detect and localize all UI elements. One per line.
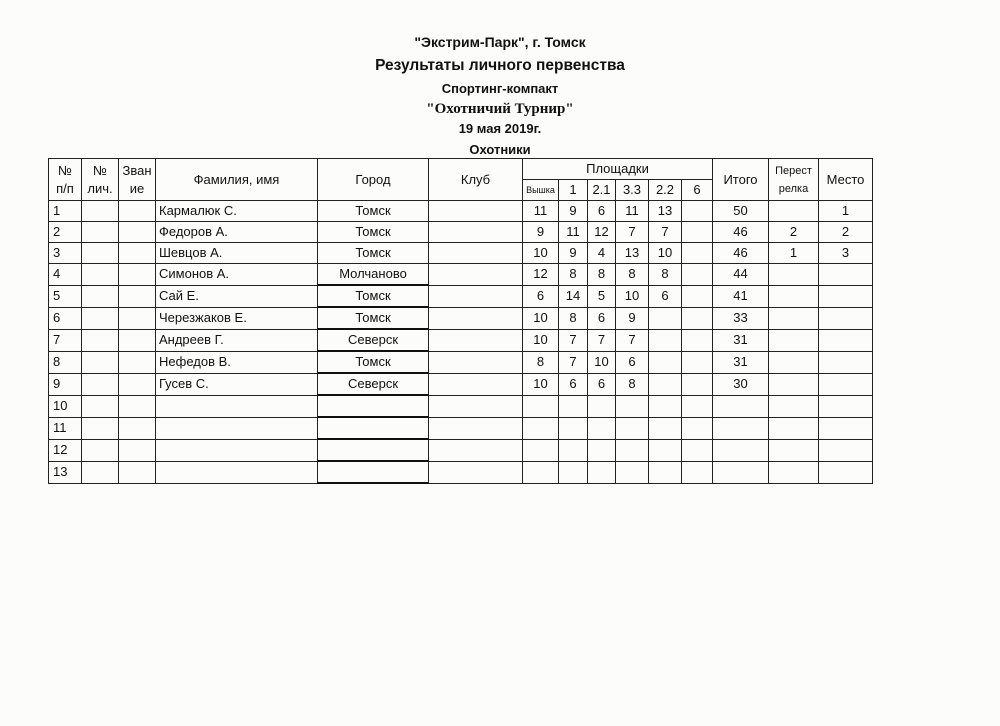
cell-club (429, 373, 523, 395)
cell-score-2-1 (588, 417, 616, 439)
cell-license (82, 264, 119, 286)
cell-place (819, 461, 873, 483)
cell-name: Сай Е. (156, 285, 318, 307)
cell-name: Симонов А. (156, 264, 318, 286)
cell-score-2-2 (649, 439, 682, 461)
cell-score-2-1 (588, 439, 616, 461)
cell-score-6 (682, 285, 713, 307)
cell-score-1: 7 (559, 351, 588, 373)
cell-city (318, 417, 429, 439)
cell-number: 13 (49, 461, 82, 483)
cell-city (318, 395, 429, 417)
organizer-title: "Экстрим-Парк", г. Томск (414, 34, 586, 50)
cell-shootoff (769, 439, 819, 461)
cell-number: 2 (49, 222, 82, 243)
document-title: Результаты личного первенства (375, 57, 625, 74)
cell-license (82, 417, 119, 439)
cell-city (318, 461, 429, 483)
cell-shootoff (769, 373, 819, 395)
cell-rank (119, 307, 156, 329)
cell-score-2-2: 10 (649, 243, 682, 264)
cell-score-tower: 8 (523, 351, 559, 373)
cell-license (82, 285, 119, 307)
cell-total: 30 (713, 373, 769, 395)
col-platform-6: 6 (682, 180, 713, 201)
cell-name (156, 395, 318, 417)
cell-place: 2 (819, 222, 873, 243)
cell-shootoff: 2 (769, 222, 819, 243)
cell-number: 6 (49, 307, 82, 329)
cell-score-2-2: 8 (649, 264, 682, 286)
cell-number: 9 (49, 373, 82, 395)
cell-license (82, 243, 119, 264)
cell-rank (119, 395, 156, 417)
category-label: Охотники (469, 142, 531, 157)
cell-total: 44 (713, 264, 769, 286)
cell-score-6 (682, 439, 713, 461)
col-total-header: Итого (713, 159, 769, 201)
cell-rank (119, 285, 156, 307)
cell-rank (119, 222, 156, 243)
cell-club (429, 285, 523, 307)
cell-score-2-2 (649, 395, 682, 417)
cell-score-tower: 10 (523, 329, 559, 351)
cell-club (429, 439, 523, 461)
cell-score-2-1: 8 (588, 264, 616, 286)
cell-score-tower (523, 417, 559, 439)
cell-license (82, 307, 119, 329)
cell-total: 46 (713, 243, 769, 264)
cell-place (819, 417, 873, 439)
cell-score-6 (682, 329, 713, 351)
table-row (49, 285, 873, 307)
cell-score-6 (682, 417, 713, 439)
table-row (49, 351, 873, 373)
cell-rank (119, 417, 156, 439)
cell-place (819, 395, 873, 417)
cell-score-2-1: 10 (588, 351, 616, 373)
cell-rank (119, 329, 156, 351)
cell-name: Гусев С. (156, 373, 318, 395)
cell-score-2-2 (649, 373, 682, 395)
cell-name: Черезжаков Е. (156, 307, 318, 329)
col-number-header: № п/п (49, 159, 82, 201)
cell-score-1: 9 (559, 201, 588, 222)
cell-city: Томск (318, 351, 429, 373)
cell-name (156, 461, 318, 483)
cell-score-3-3: 6 (616, 351, 649, 373)
cell-score-3-3: 11 (616, 201, 649, 222)
cell-score-3-3: 7 (616, 222, 649, 243)
cell-score-3-3 (616, 439, 649, 461)
table-row (49, 243, 873, 264)
cell-score-tower: 10 (523, 243, 559, 264)
cell-club (429, 243, 523, 264)
table-row (49, 329, 873, 351)
cell-total: 33 (713, 307, 769, 329)
cell-shootoff (769, 201, 819, 222)
cell-total: 31 (713, 329, 769, 351)
cell-city: Томск (318, 307, 429, 329)
table-row (49, 222, 873, 243)
cell-score-1: 8 (559, 264, 588, 286)
cell-shootoff (769, 417, 819, 439)
cell-score-1: 8 (559, 307, 588, 329)
cell-city: Молчаново (318, 264, 429, 286)
cell-score-6 (682, 222, 713, 243)
cell-total (713, 417, 769, 439)
cell-number: 1 (49, 201, 82, 222)
cell-score-1: 14 (559, 285, 588, 307)
cell-city: Томск (318, 201, 429, 222)
cell-score-1: 7 (559, 329, 588, 351)
table-row (49, 395, 873, 417)
cell-license (82, 222, 119, 243)
cell-place (819, 351, 873, 373)
cell-place: 1 (819, 201, 873, 222)
cell-score-1: 11 (559, 222, 588, 243)
cell-rank (119, 264, 156, 286)
cell-score-tower: 11 (523, 201, 559, 222)
cell-total: 46 (713, 222, 769, 243)
cell-score-2-2 (649, 329, 682, 351)
cell-name: Кармалюк С. (156, 201, 318, 222)
cell-score-6 (682, 307, 713, 329)
cell-place (819, 329, 873, 351)
cell-score-tower: 6 (523, 285, 559, 307)
cell-total: 41 (713, 285, 769, 307)
cell-shootoff: 1 (769, 243, 819, 264)
cell-score-2-2: 13 (649, 201, 682, 222)
cell-score-3-3 (616, 461, 649, 483)
cell-score-tower: 9 (523, 222, 559, 243)
cell-club (429, 201, 523, 222)
col-shootoff-header: Перест релка (769, 159, 819, 201)
cell-score-1 (559, 439, 588, 461)
cell-license (82, 201, 119, 222)
col-rank-header: Зван ие (119, 159, 156, 201)
cell-number: 3 (49, 243, 82, 264)
cell-name (156, 417, 318, 439)
cell-shootoff (769, 307, 819, 329)
cell-number: 10 (49, 395, 82, 417)
table-row (49, 439, 873, 461)
cell-number: 8 (49, 351, 82, 373)
cell-score-2-2: 7 (649, 222, 682, 243)
cell-score-tower (523, 439, 559, 461)
cell-score-6 (682, 395, 713, 417)
cell-city: Северск (318, 373, 429, 395)
cell-score-2-1: 12 (588, 222, 616, 243)
col-name-header: Фамилия, имя (156, 159, 318, 201)
cell-score-3-3 (616, 417, 649, 439)
col-platform-1: 1 (559, 180, 588, 201)
cell-score-6 (682, 243, 713, 264)
cell-score-2-1: 7 (588, 329, 616, 351)
cell-name (156, 439, 318, 461)
cell-city: Томск (318, 285, 429, 307)
cell-score-3-3: 13 (616, 243, 649, 264)
col-club-header: Клуб (429, 159, 523, 201)
col-platform-tower: Вышка (523, 180, 559, 201)
col-license-header: № лич. (82, 159, 119, 201)
cell-rank (119, 243, 156, 264)
cell-score-2-2: 6 (649, 285, 682, 307)
cell-shootoff (769, 264, 819, 286)
cell-score-2-2 (649, 461, 682, 483)
cell-rank (119, 439, 156, 461)
results-table (48, 158, 873, 484)
cell-club (429, 329, 523, 351)
cell-name: Федоров А. (156, 222, 318, 243)
cell-score-tower (523, 395, 559, 417)
cell-score-2-1: 4 (588, 243, 616, 264)
table-row (49, 417, 873, 439)
tournament-name: "Охотничий Турнир" (426, 101, 574, 117)
cell-city: Томск (318, 243, 429, 264)
cell-score-6 (682, 461, 713, 483)
cell-total (713, 439, 769, 461)
cell-place (819, 439, 873, 461)
cell-number: 12 (49, 439, 82, 461)
cell-score-2-1: 6 (588, 201, 616, 222)
cell-total (713, 461, 769, 483)
cell-number: 11 (49, 417, 82, 439)
col-platforms-header: Площадки (523, 159, 713, 180)
cell-score-1 (559, 461, 588, 483)
cell-license (82, 351, 119, 373)
table-row (49, 201, 873, 222)
cell-club (429, 351, 523, 373)
col-place-header: Место (819, 159, 873, 201)
discipline-label: Спортинг-компакт (441, 81, 559, 96)
col-platform-3-3: 3.3 (616, 180, 649, 201)
cell-score-1 (559, 417, 588, 439)
table-row (49, 307, 873, 329)
cell-city: Северск (318, 329, 429, 351)
cell-license (82, 373, 119, 395)
cell-name: Нефедов В. (156, 351, 318, 373)
cell-score-3-3: 10 (616, 285, 649, 307)
cell-place (819, 264, 873, 286)
cell-club (429, 307, 523, 329)
cell-score-2-1 (588, 461, 616, 483)
cell-place (819, 373, 873, 395)
cell-license (82, 461, 119, 483)
cell-city: Томск (318, 222, 429, 243)
event-date: 19 мая 2019г. (458, 121, 542, 136)
cell-name: Шевцов А. (156, 243, 318, 264)
table-row (49, 264, 873, 286)
cell-score-3-3 (616, 395, 649, 417)
cell-club (429, 461, 523, 483)
cell-score-3-3: 8 (616, 264, 649, 286)
cell-score-2-1 (588, 395, 616, 417)
cell-club (429, 222, 523, 243)
cell-score-6 (682, 373, 713, 395)
cell-score-2-2 (649, 307, 682, 329)
cell-score-2-1: 6 (588, 307, 616, 329)
cell-rank (119, 351, 156, 373)
cell-license (82, 329, 119, 351)
cell-score-2-2 (649, 351, 682, 373)
cell-total (713, 395, 769, 417)
cell-score-3-3: 8 (616, 373, 649, 395)
col-city-header: Город (318, 159, 429, 201)
cell-score-3-3: 9 (616, 307, 649, 329)
cell-score-6 (682, 201, 713, 222)
cell-score-tower: 12 (523, 264, 559, 286)
col-platform-2-1: 2.1 (588, 180, 616, 201)
cell-score-2-1: 5 (588, 285, 616, 307)
cell-score-1: 9 (559, 243, 588, 264)
cell-score-2-1: 6 (588, 373, 616, 395)
cell-score-6 (682, 351, 713, 373)
cell-score-3-3: 7 (616, 329, 649, 351)
cell-score-1 (559, 395, 588, 417)
cell-score-tower (523, 461, 559, 483)
cell-score-tower: 10 (523, 307, 559, 329)
cell-score-6 (682, 264, 713, 286)
cell-number: 7 (49, 329, 82, 351)
table-header-row (49, 159, 873, 180)
cell-score-2-2 (649, 417, 682, 439)
cell-shootoff (769, 285, 819, 307)
cell-name: Андреев Г. (156, 329, 318, 351)
cell-shootoff (769, 395, 819, 417)
cell-number: 4 (49, 264, 82, 286)
col-platform-2-2: 2.2 (649, 180, 682, 201)
cell-club (429, 264, 523, 286)
cell-shootoff (769, 329, 819, 351)
cell-club (429, 417, 523, 439)
cell-rank (119, 201, 156, 222)
cell-total: 50 (713, 201, 769, 222)
table-row (49, 373, 873, 395)
cell-rank (119, 373, 156, 395)
cell-shootoff (769, 461, 819, 483)
cell-place: 3 (819, 243, 873, 264)
cell-license (82, 439, 119, 461)
cell-place (819, 285, 873, 307)
cell-club (429, 395, 523, 417)
cell-total: 31 (713, 351, 769, 373)
cell-city (318, 439, 429, 461)
cell-score-1: 6 (559, 373, 588, 395)
cell-license (82, 395, 119, 417)
table-row (49, 461, 873, 483)
cell-shootoff (769, 351, 819, 373)
cell-rank (119, 461, 156, 483)
cell-number: 5 (49, 285, 82, 307)
cell-place (819, 307, 873, 329)
cell-score-tower: 10 (523, 373, 559, 395)
